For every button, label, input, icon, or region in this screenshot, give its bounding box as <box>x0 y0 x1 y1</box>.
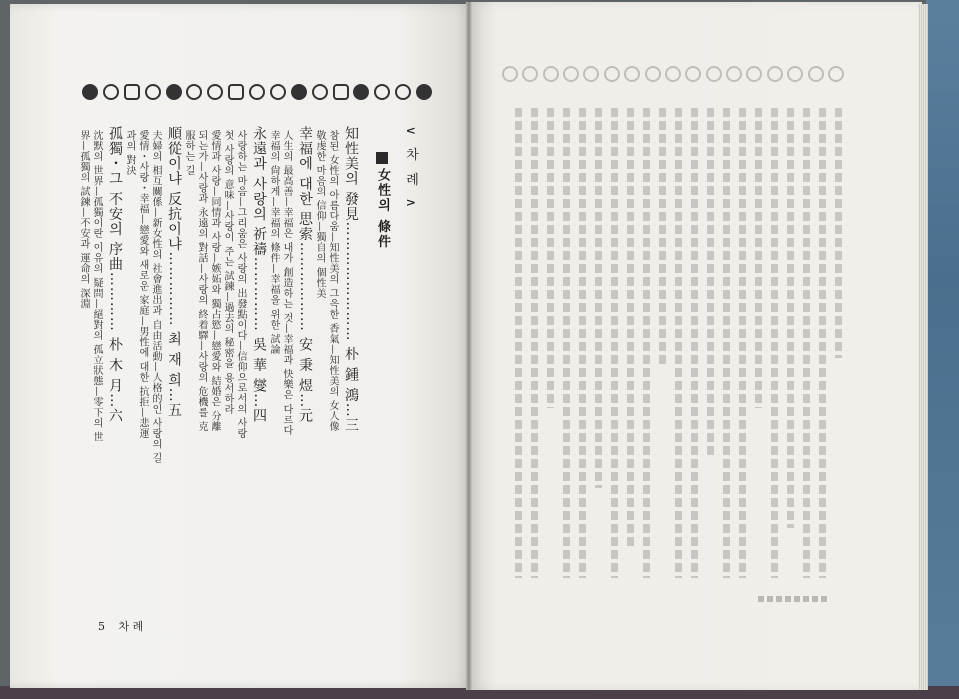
page-number: 5 <box>98 620 105 633</box>
ornament-icon <box>584 66 600 82</box>
ornament-icon <box>665 66 681 82</box>
ornament-icon <box>353 84 369 100</box>
ornament-icon <box>228 84 244 100</box>
ornament-icon <box>270 84 286 100</box>
page-stack-edge <box>918 4 928 690</box>
ornament-icon <box>645 66 661 82</box>
section-mark-icon <box>376 152 388 164</box>
ornament-icon <box>563 66 579 82</box>
entry-title: 知性美의 發見…………………… 朴 鍾 鴻…三 <box>343 126 359 433</box>
entry-author: 朴 鍾 鴻…三 <box>343 346 359 433</box>
ornament-icon <box>103 84 119 100</box>
ornament-icon <box>787 66 803 82</box>
ornament-icon <box>166 84 182 100</box>
ornament-icon <box>767 66 783 82</box>
entry-summary-line: 幸福의 尙하게—幸福의 條件—幸福을 위한 試論 <box>268 130 279 355</box>
ornament-icon <box>604 66 620 82</box>
ornament-icon <box>333 84 349 100</box>
ornament-icon <box>145 84 161 100</box>
ornament-icon <box>395 84 411 100</box>
ornament-icon <box>416 84 432 100</box>
entry-summary-line: 夫婦의 相互關係—新女性의 社會進出과 自由活動—人格的인 사랑의 길 <box>150 130 161 464</box>
section-title-text: 女性의 條件 <box>375 168 390 250</box>
entry-summary-line: 界—孤獨의 試鍊—不安과 運命의 深淵 <box>78 130 89 310</box>
ornament-icon <box>706 66 722 82</box>
background-cover-edge <box>926 0 959 699</box>
entry-title: 幸福에 대한 思索……………… 安 秉 煜…元 <box>297 126 313 424</box>
ornament-icon <box>828 66 844 82</box>
page-folio <box>98 618 143 634</box>
entry-summary-line: 人生의 最高善—幸福은 내가 創造하는 것—幸福과 快樂은 다르다 <box>281 130 292 436</box>
contents-heading: ∨ 차 례 ∧ <box>403 126 418 212</box>
entry-author: 吳 華 燮…四 <box>251 337 267 424</box>
entry-summary-line: 첫 사랑의 意味—사랑이 주는 試鍊—過去의 秘密을 용서하라 <box>222 130 233 415</box>
entry-summary-line: 과의 對決 <box>124 130 135 176</box>
show-through-text <box>505 108 845 598</box>
entry-author: 朴 木 月…六 <box>107 337 123 424</box>
ornament-icon <box>291 84 307 100</box>
ornament-icon <box>747 66 763 82</box>
ornament-icon <box>374 84 390 100</box>
ornament-icon <box>312 84 328 100</box>
ornament-icon <box>186 84 202 100</box>
ornament-icon <box>502 66 518 82</box>
folio-label: 차 례 <box>118 620 144 633</box>
entry-author: 安 秉 煜…元 <box>297 337 313 424</box>
ornament-border <box>82 84 432 106</box>
entry-summary-line: 참된 女性의 아름다움—知性美의 그윽한 香氣—知性美의 女人像 <box>327 130 338 432</box>
ornament-icon <box>624 66 640 82</box>
entry-summary-line: 服하는 길 <box>183 130 194 176</box>
entry-title: 孤獨・그 不安의 序曲………… 朴 木 月…六 <box>107 126 123 424</box>
entry-title: 永遠과 사랑의 祈禱…………… 吳 華 燮…四 <box>251 126 267 424</box>
entry-title: 順從이냐 反抗이냐…………… 최 재 희…五 <box>166 126 182 418</box>
section-title <box>376 152 389 250</box>
entry-summary-line: 敬虔한 마음의 信仰—獨自의 個性美 <box>314 130 325 299</box>
entry-summary-line: 愛情과 사랑—同情과 사랑—嫉妬와 獨占慾—戀愛와 結婚은 分離 <box>209 130 220 432</box>
ornament-icon <box>124 84 140 100</box>
entry-summary-line: 沈默의 世界—孤獨이란 이유의 疑問—絕對의 孤立狀態—零下의 世 <box>91 130 102 443</box>
book-gutter <box>466 2 472 690</box>
entry-author: 최 재 희…五 <box>166 331 182 418</box>
show-through-caption <box>758 596 828 602</box>
ornament-icon <box>82 84 98 100</box>
entry-summary-line: 사랑하는 마음—그리움은 사랑의 出發點이다—信仰으로서의 사랑 <box>235 130 246 439</box>
ornament-icon <box>543 66 559 82</box>
ornament-icon <box>207 84 223 100</box>
ornament-icon <box>249 84 265 100</box>
ornament-icon <box>808 66 824 82</box>
entry-summary-line: 愛情・사랑・幸福—戀愛와 새로운 家庭—男性에 대한 抗拒—悲運 <box>137 130 148 439</box>
entry-summary-line: 되는가—사랑과 永遠의 對話—사랑의 終着驛—사랑의 危機를 克 <box>196 130 207 432</box>
ornament-icon <box>522 66 538 82</box>
ghost-ornament-border <box>502 66 844 88</box>
ornament-icon <box>726 66 742 82</box>
ornament-icon <box>685 66 701 82</box>
